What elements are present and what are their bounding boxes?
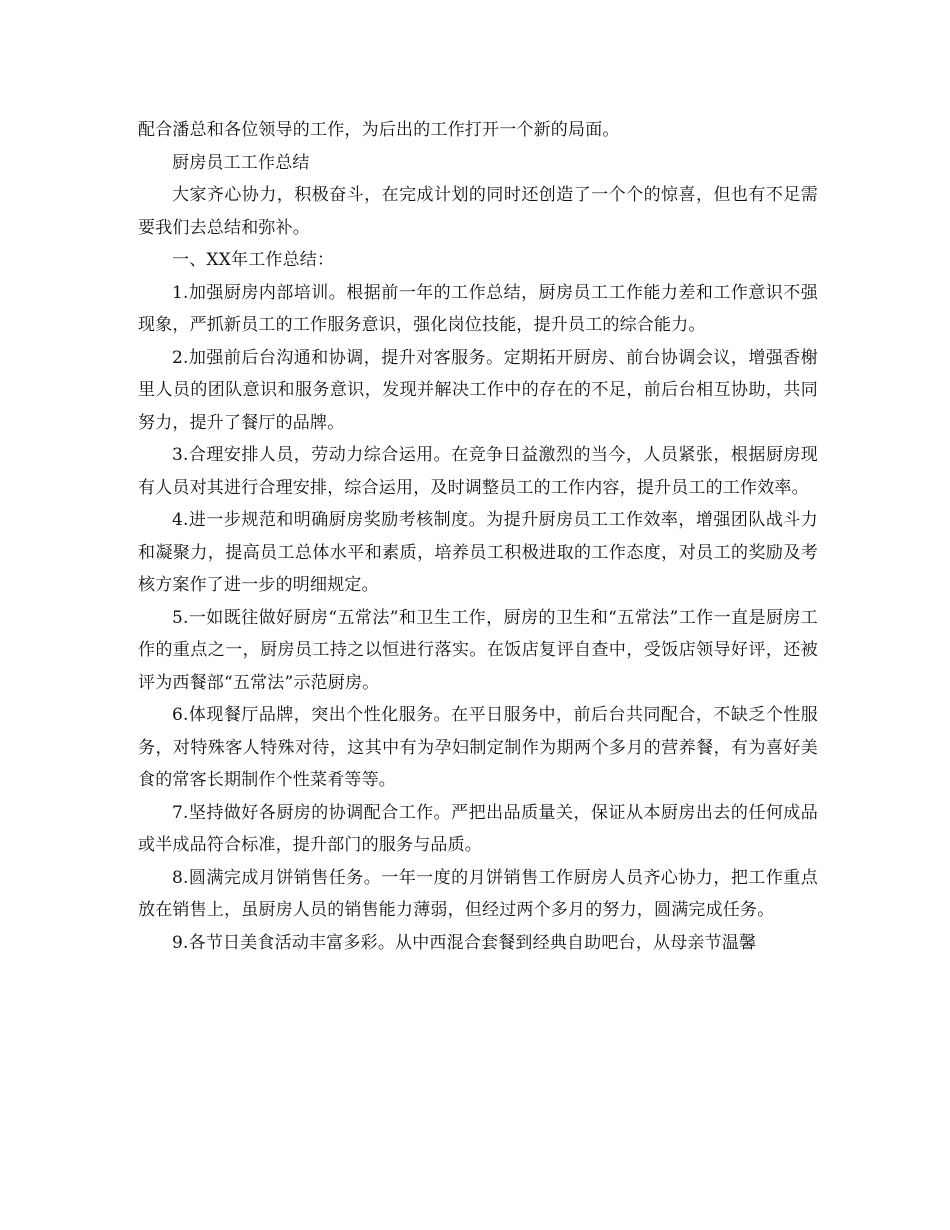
- paragraph-intro: 大家齐心协力，积极奋斗，在完成计划的同时还创造了一个个的惊喜，但也有不足需要我们去总结和弥补。: [138, 185, 818, 238]
- section-heading: 厨房员工工作总结: [172, 152, 310, 173]
- list-item-2: 2.加强前后台沟通和协调，提升对客服务。定期拓开厨房、前台协调会议，增强香榭里人员的团队意识和服务意识，发现并解决工作中的存在的不足，前后台相互协助，共同努力，提升了餐厅的品牌。: [138, 347, 818, 433]
- list-item-3: 3.合理安排人员，劳动力综合运用。在竞争日益激烈的当今，人员紧张，根据厨房现有人员对其进行合理安排，综合运用，及时调整员工的工作内容，提升员工的工作效率。: [138, 445, 818, 498]
- subsection-heading: 一、XX年工作总结：: [172, 250, 335, 270]
- list-item-9: 9.各节日美食活动丰富多彩。从中西混合套餐到经典自助吧台，从母亲节温馨: [172, 932, 757, 953]
- list-item-7: 7.坚持做好各厨房的协调配合工作。严把出品质量关，保证从本厨房出去的任何成品或半成品符合标准，提升部门的服务与品质。: [138, 802, 818, 855]
- paragraph-continuation: 配合潘总和各位领导的工作，为后出的工作打开一个新的局面。: [138, 120, 620, 140]
- list-item-6: 6.体现餐厅品牌，突出个性化服务。在平日服务中，前后台共同配合，不缺乏个性服务，对特殊客人特殊对待，这其中有为孕妇制定制作为期两个多月的营养餐，有为喜好美食的常客长期制作个性菜肴等等。: [138, 705, 818, 790]
- list-item-4: 4.进一步规范和明确厨房奖励考核制度。为提升厨房员工工作效率，增强团队战斗力和凝聚力，提高员工总体水平和素质，培养员工积极进取的工作态度，对员工的奖励及考核方案作了进一步的明细规定。: [138, 510, 818, 595]
- list-item-1: 1.加强厨房内部培训。根据前一年的工作总结，厨房员工工作能力差和工作意识不强现象，严抓新员工的工作服务意识，强化岗位技能，提升员工的综合能力。: [138, 282, 818, 335]
- list-item-8: 8.圆满完成月饼销售任务。一年一度的月饼销售工作厨房人员齐心协力，把工作重点放在销售上，虽厨房人员的销售能力薄弱，但经过两个多月的努力，圆满完成任务。: [138, 867, 818, 920]
- document-body: [138, 114, 818, 959]
- list-item-5: 5.一如既往做好厨房“五常法”和卫生工作，厨房的卫生和“五常法”工作一直是厨房工作的重点之一，厨房员工持之以恒进行落实。在饭店复评自查中，受饭店领导好评，还被评为西餐部“五常法”示范厨房。: [138, 607, 818, 693]
